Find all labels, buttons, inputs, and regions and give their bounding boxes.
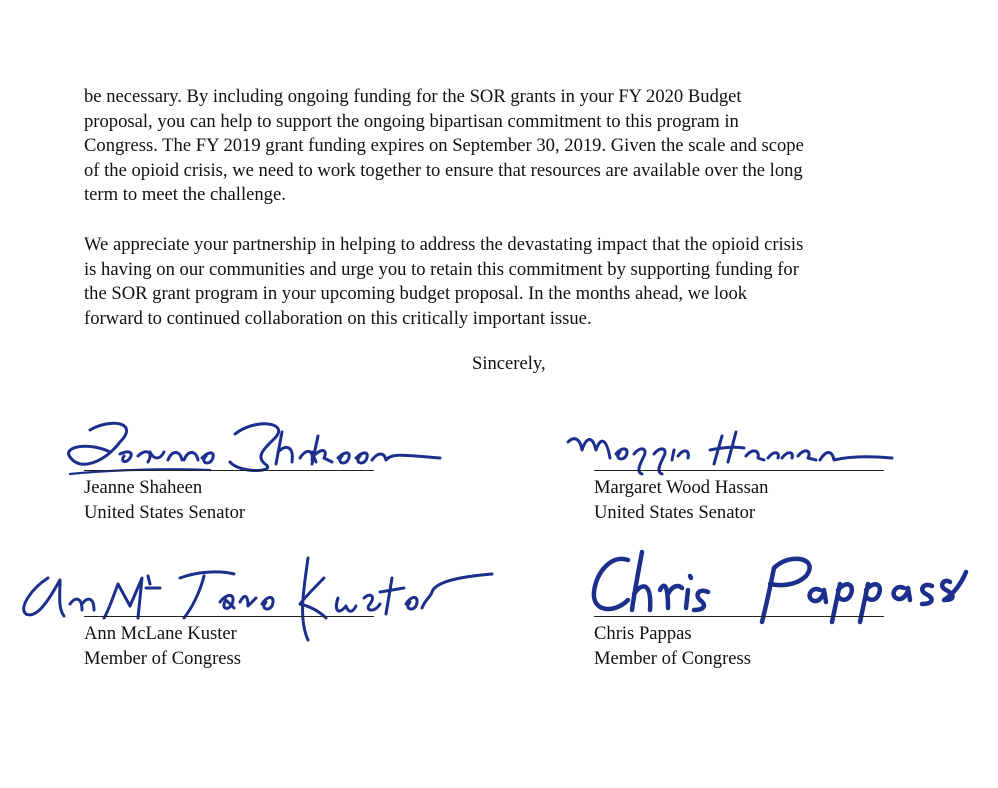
signatory-name: Margaret Wood Hassan bbox=[594, 477, 769, 498]
signature-line bbox=[594, 470, 884, 471]
text-line: is having on our communities and urge you to retain this commitment by supporting funding for bbox=[84, 258, 799, 280]
closing: Sincerely, bbox=[472, 353, 546, 374]
text-line: term to meet the challenge. bbox=[84, 184, 286, 206]
text-line: of the opioid crisis, we need to work together to ensure that resources are available over the long bbox=[84, 159, 803, 181]
signature-maggie-hassan bbox=[560, 420, 910, 480]
text-line: We appreciate your partnership in helping to address the devastating impact that the opioid crisis bbox=[84, 234, 804, 255]
signatory-block-chris-pappas bbox=[594, 622, 751, 671]
signatory-name: Chris Pappas bbox=[594, 623, 692, 644]
signatory-title: Member of Congress bbox=[594, 647, 751, 669]
text-line: Congress. The FY 2019 grant funding expires on September 30, 2019. Given the scale and scope bbox=[84, 135, 804, 157]
text-line: be necessary. By including ongoing funding for the SOR grants in your FY 2020 Budget bbox=[84, 86, 742, 107]
signature-ann-mclane-kuster bbox=[8, 548, 498, 648]
signature-line bbox=[84, 616, 374, 617]
signatory-block-margaret-wood-hassan bbox=[594, 476, 768, 525]
text-line: proposal, you can help to support the ongoing bipartisan commitment to this program in bbox=[84, 110, 739, 132]
signatory-title: Member of Congress bbox=[84, 647, 241, 669]
text-line: forward to continued collaboration on this critically important issue. bbox=[84, 307, 592, 329]
paragraph-2 bbox=[84, 233, 920, 331]
signatory-block-ann-mclane-kuster bbox=[84, 622, 241, 671]
signature-line bbox=[84, 470, 374, 471]
signature-line bbox=[594, 616, 884, 617]
signatory-block-jeanne-shaheen bbox=[84, 476, 245, 525]
signatory-name: Ann McLane Kuster bbox=[84, 623, 237, 644]
signatory-name: Jeanne Shaheen bbox=[84, 477, 203, 498]
signature-chris-pappas bbox=[584, 538, 974, 628]
signatory-title: United States Senator bbox=[594, 501, 756, 523]
paragraph-1 bbox=[84, 85, 920, 208]
text-line: the SOR grant program in your upcoming budget proposal. In the months ahead, we look bbox=[84, 283, 748, 305]
signatory-title: United States Senator bbox=[84, 501, 246, 523]
